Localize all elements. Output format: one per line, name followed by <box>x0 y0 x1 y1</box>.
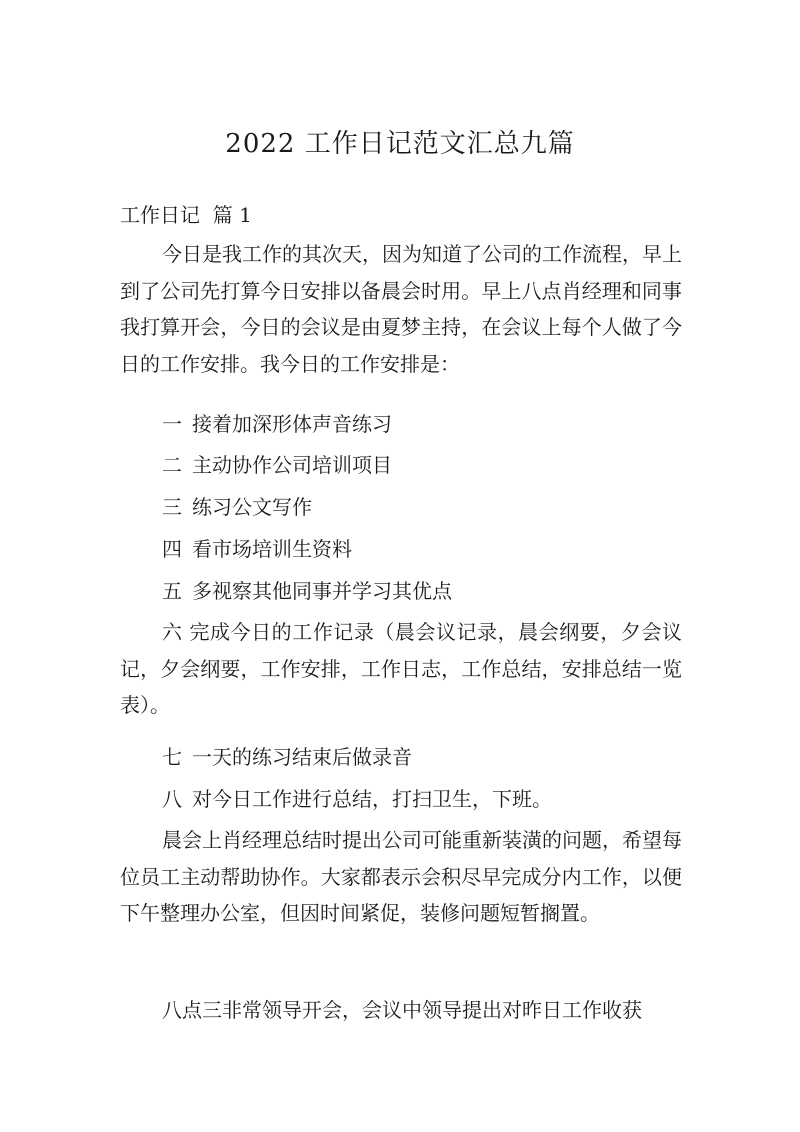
paragraph-meeting: 八点三非常领导开会，会议中领导提出对昨日工作收获 <box>162 998 642 1022</box>
list-item-number: 二 <box>162 453 182 477</box>
list-item <box>162 784 552 814</box>
list-item <box>162 576 452 606</box>
list-item <box>162 742 412 772</box>
list-item <box>162 450 392 480</box>
list-item-number: 四 <box>162 537 182 561</box>
list-item-text: 多视察其他同事并学习其优点 <box>192 579 452 603</box>
list-item-text: 主动协作公司培训项目 <box>192 453 392 477</box>
document-title: 2022 工作日记范文汇总九篇 <box>225 129 575 159</box>
list-item-text: 一天的练习结束后做录音 <box>192 745 412 769</box>
list-item-number: 三 <box>162 495 182 519</box>
paragraph-item-six: 六 完成今日的工作记录（晨会议记录，晨会纲要，夕会议记，夕会纲要，工作安排，工作日志，工作总结，安排总结一览表）。 <box>120 620 682 717</box>
list-item-text: 看市场培训生资料 <box>192 537 352 561</box>
list-item <box>162 409 392 439</box>
list-item-number: 五 <box>162 579 182 603</box>
list-item <box>162 534 352 564</box>
list-item-number: 八 <box>162 787 182 811</box>
list-item-text: 对今日工作进行总结，打扫卫生，下班。 <box>192 787 552 811</box>
paragraph-intro: 今日是我工作的其次天，因为知道了公司的工作流程，早上到了公司先打算今日安排以备晨会时用。早上八点肖经理和同事我打算开会，今日的会议是由夏梦主持，在会议上每个人做了今日的工作安排。我今日的工作安排是： <box>120 242 682 376</box>
section-heading: 工作日记 篇 1 <box>120 203 252 227</box>
list-item <box>162 492 312 522</box>
list-item-number: 一 <box>162 412 182 436</box>
list-item-number: 七 <box>162 745 182 769</box>
paragraph-renovation: 晨会上肖经理总结时提出公司可能重新装潢的问题，希望每位员工主动帮助协作。大家都表示会积尽早完成分内工作，以便下午整理办公室，但因时间紧促，装修问题短暂搁置。 <box>120 828 682 925</box>
list-item-text: 练习公文写作 <box>192 495 312 519</box>
list-item-text: 接着加深形体声音练习 <box>192 412 392 436</box>
